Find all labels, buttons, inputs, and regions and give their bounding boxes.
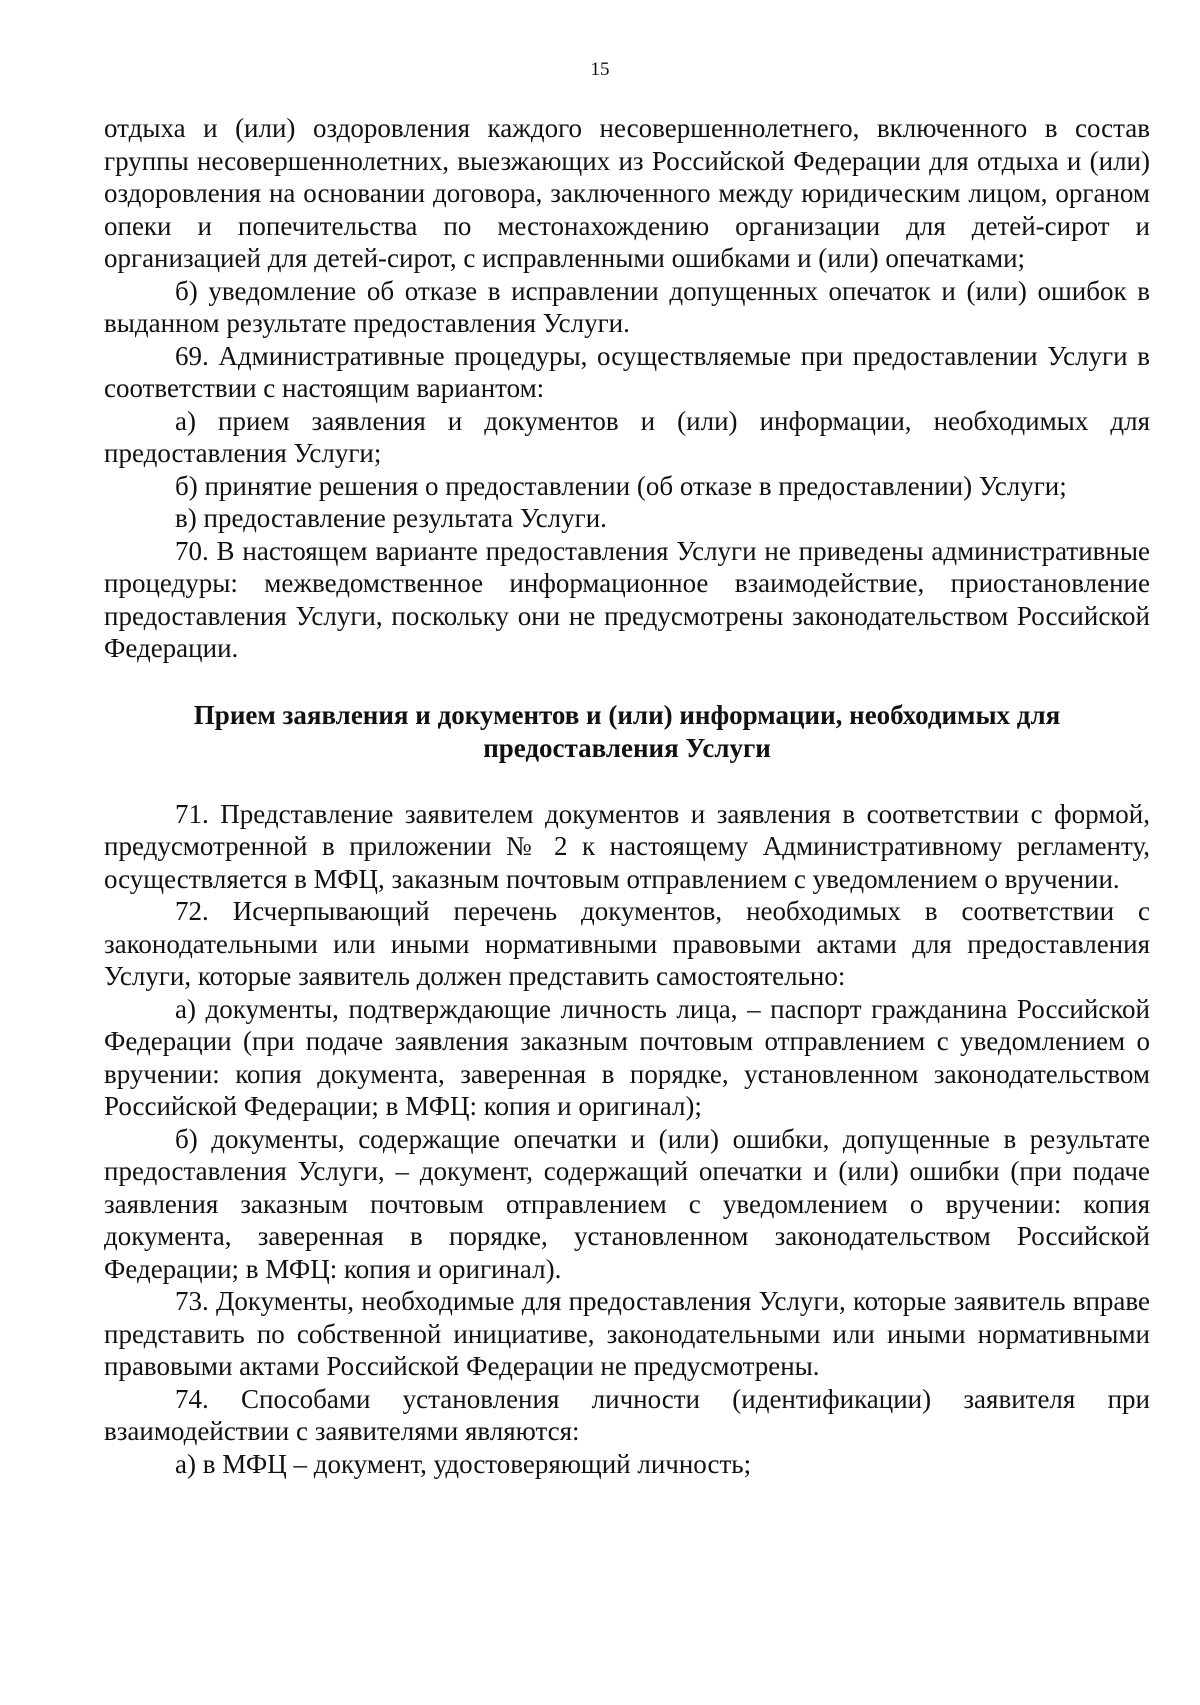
list-item-a-documents: а) документы, подтверждающие личность лица, – паспорт гражданина Российской Федерации (при подаче заявления заказным почтовым отправлением с уведомлением о вручении: копия документа, заверенная в порядке, установленном законодательством Российской Федерации; в МФЦ: копия и оригинал); <box>104 993 1150 1121</box>
paragraph-69: 69. Административные процедуры, осуществляемые при предоставлении Услуги в соответствии с настоящим вариантом: <box>104 340 1150 403</box>
list-item-b-notice: б) уведомление об отказе в исправлении допущенных опечаток и (или) ошибок в выданном результате предоставления Услуги. <box>104 275 1150 338</box>
paragraph-74: 74. Способами установления личности (идентификации) заявителя при взаимодействии с заявителями являются: <box>104 1383 1150 1446</box>
list-item-a-identification: а) в МФЦ – документ, удостоверяющий личность; <box>175 1448 752 1479</box>
list-item-b-procedure: б) принятие решения о предоставлении (об отказе в предоставлении) Услуги; <box>175 470 1067 501</box>
document-body <box>104 112 1150 1480</box>
section-heading: Прием заявления и документов и (или) информации, необходимых для предоставления Услуги <box>193 699 1061 763</box>
paragraph-72: 72. Исчерпывающий перечень документов, необходимых в соответствии с законодательными или иными нормативными правовыми актами для предоставления Услуги, которые заявитель должен представить самостоятельно: <box>104 896 1150 991</box>
paragraph-71: 71. Представление заявителем документов и заявления в соответствии с формой, предусмотренной в приложении № 2 к настоящему Административному регламенту, осуществляется в МФЦ, заказным почтовым отправлением с уведомлением о вручении. <box>104 798 1150 894</box>
list-item-a-procedure: а) прием заявления и документов и (или) информации, необходимых для предоставления Услуги; <box>104 405 1150 468</box>
paragraph-continuation: отдыха и (или) оздоровления каждого несовершеннолетнего, включенного в состав группы несовершеннолетних, выезжающих из Российской Федерации для отдыха и (или) оздоровления на основании договора, заключенного между юридическим лицом, органом опеки и попечительства по местонахождению организации для детей-сирот и организацией для детей-сирот, с исправленными ошибками и (или) опечатками; <box>104 113 1150 273</box>
paragraph-70: 70. В настоящем варианте предоставления Услуги не приведены административные процедуры: межведомственное информационное взаимодействие, приостановление предоставления Услуги, поскольку они не предусмотрены законодательством Российской Федерации. <box>104 535 1150 663</box>
paragraph-73: 73. Документы, необходимые для предоставления Услуги, которые заявитель вправе представить по собственной инициативе, законодательными или иными нормативными правовыми актами Российской Федерации не предусмотрены. <box>104 1286 1150 1381</box>
page-number: 15 <box>590 59 610 80</box>
list-item-b-documents: б) документы, содержащие опечатки и (или) ошибки, допущенные в результате предоставления Услуги, – документ, содержащий опечатки и (или) ошибки (при подаче заявления заказным почтовым отправлением с уведомлением о вручении: копия документа, заверенная в порядке, установленном законодательством Российской Федерации; в МФЦ: копия и оригинал). <box>104 1123 1150 1284</box>
list-item-v-procedure: в) предоставление результата Услуги. <box>175 503 607 533</box>
